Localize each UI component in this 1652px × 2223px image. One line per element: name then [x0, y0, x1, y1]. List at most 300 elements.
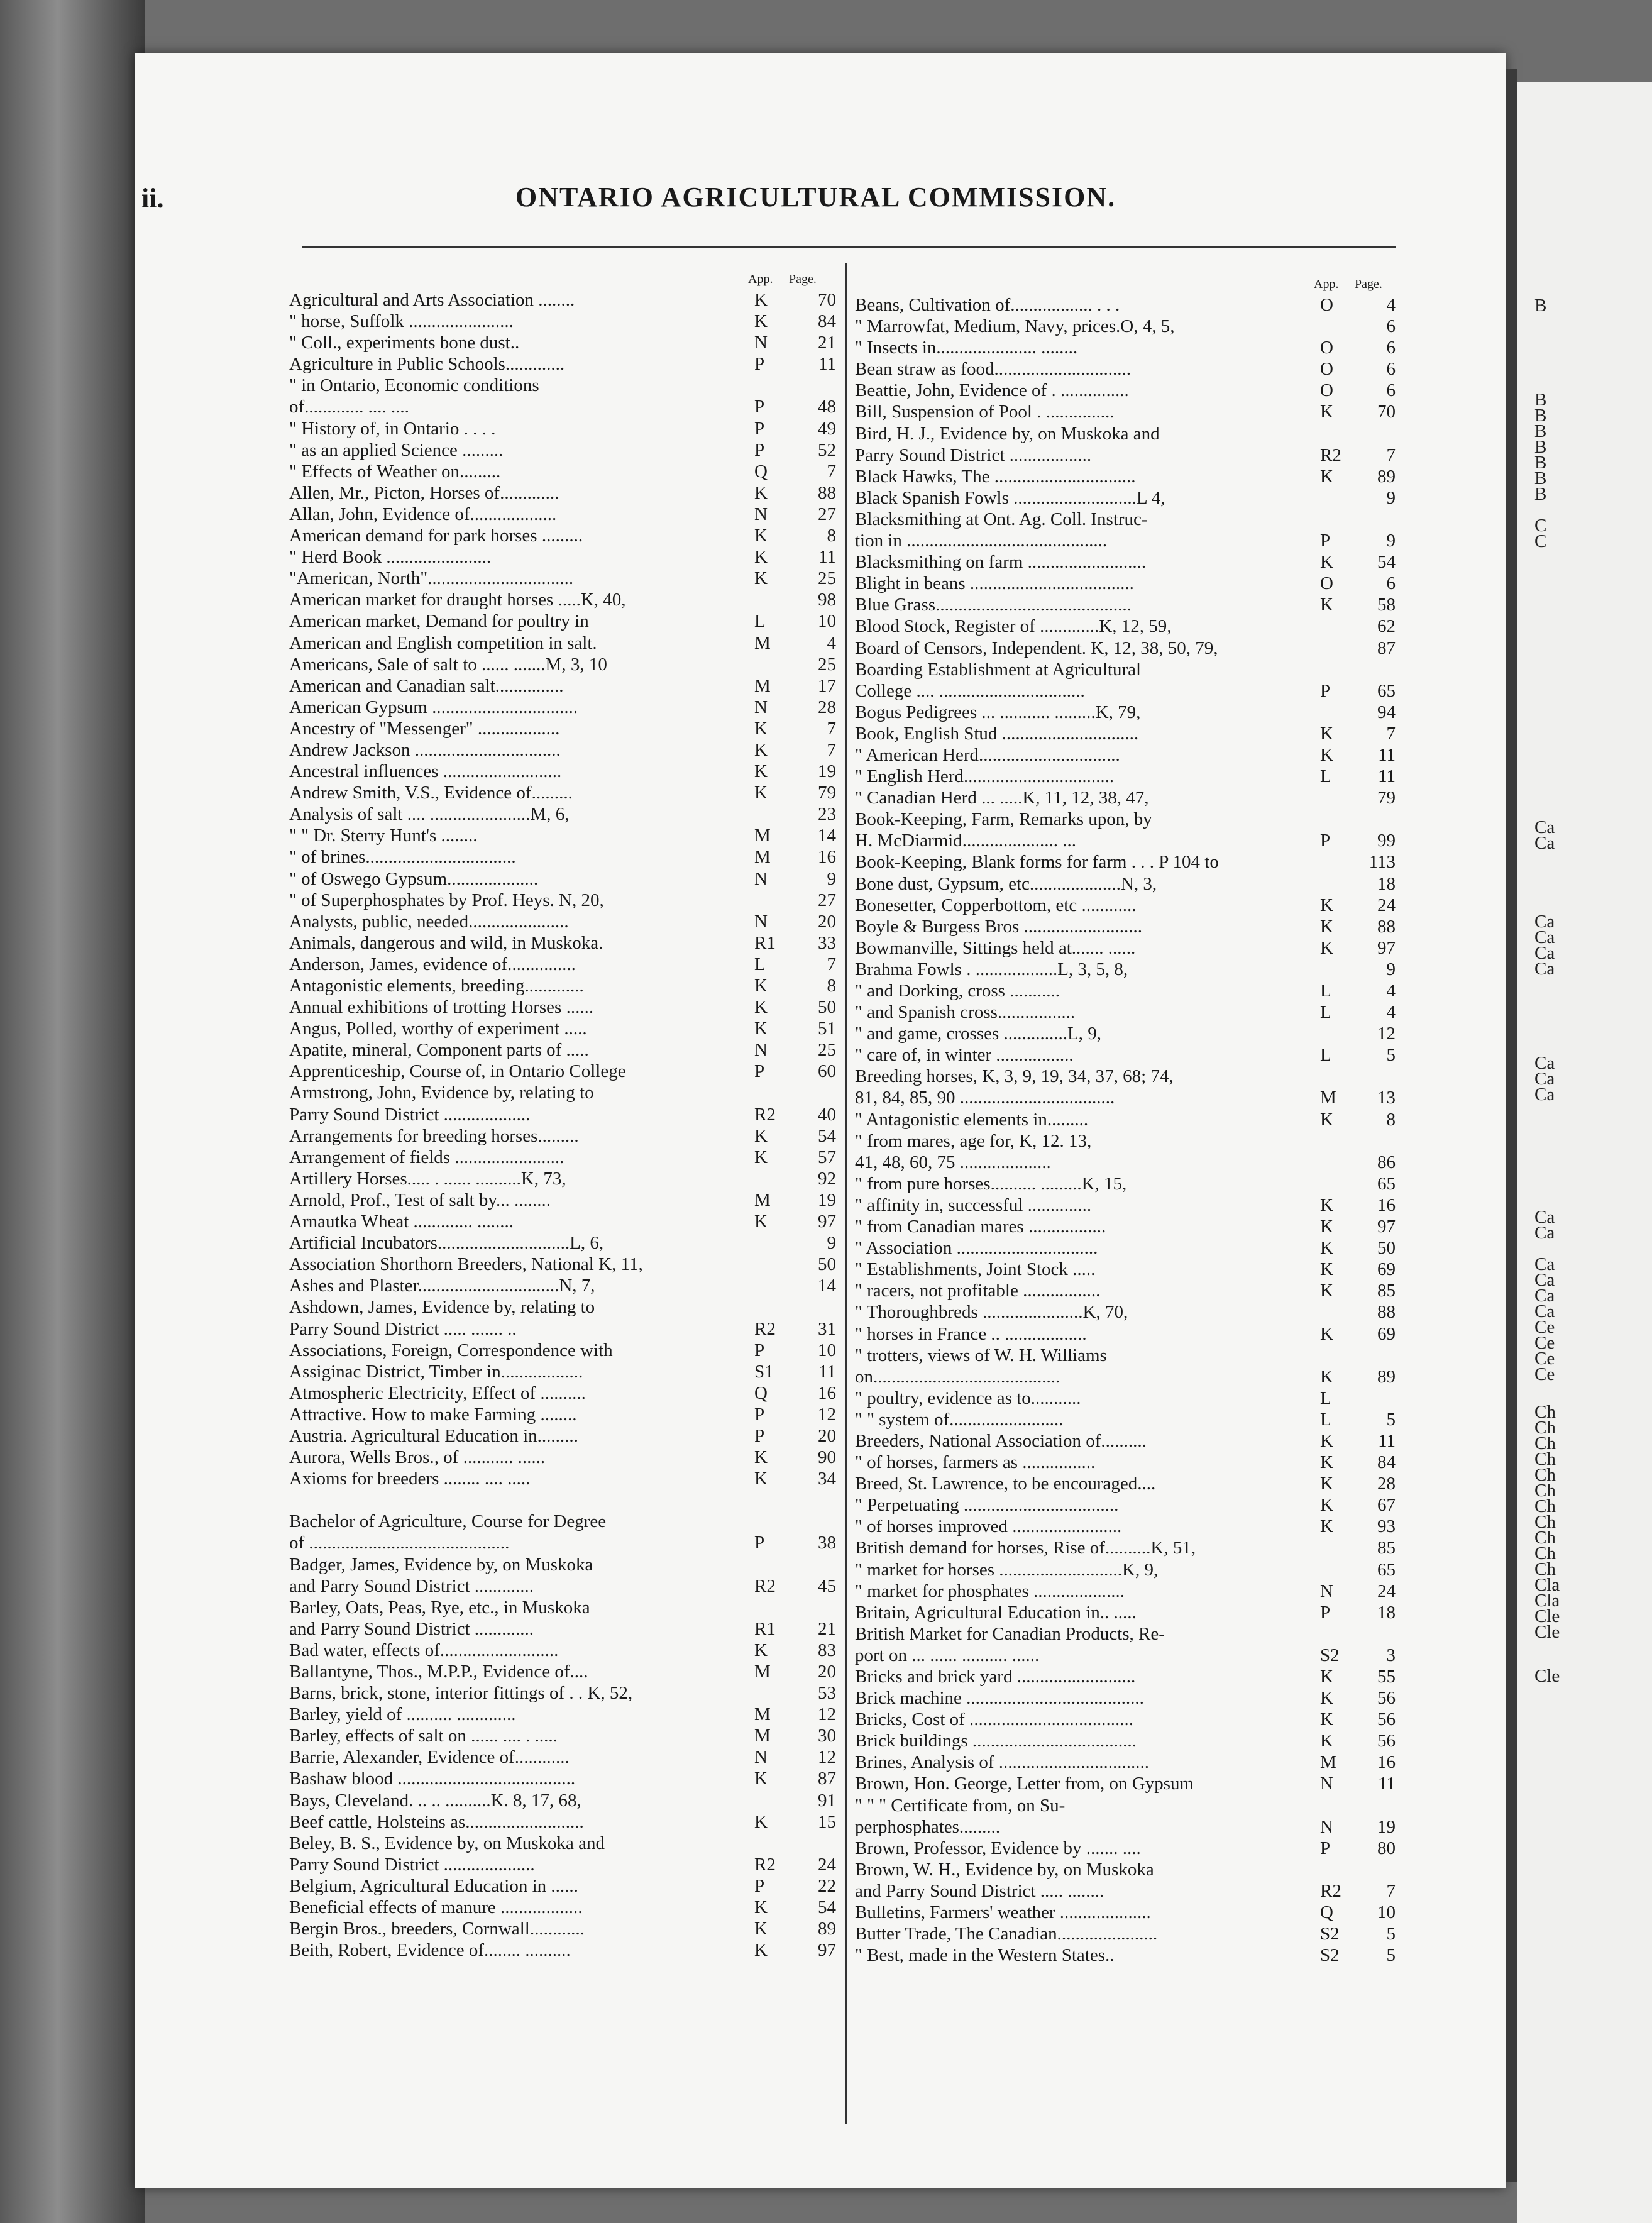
entry-appendix: R2	[754, 1104, 776, 1125]
index-entry	[289, 439, 836, 461]
entry-text: Brown, W. H., Evidence by, on Muskoka	[855, 1859, 1154, 1880]
entry-text: and Parry Sound District .............	[289, 1618, 534, 1639]
entry-appendix: M	[754, 847, 771, 868]
index-entry	[855, 573, 1396, 594]
next-page-fragment: Ca	[1534, 833, 1555, 853]
entry-text: Beley, B. S., Evidence by, on Muskoka and	[289, 1833, 605, 1853]
entry-appendix: P	[754, 418, 765, 439]
index-entry	[855, 337, 1396, 358]
entry-appendix: P	[754, 1875, 765, 1896]
entry-page: 84	[818, 311, 836, 332]
index-entry	[855, 830, 1396, 851]
entry-page: 88	[818, 482, 836, 503]
next-page-fragment: C	[1534, 516, 1547, 536]
entry-page: 98	[818, 590, 836, 610]
entry-page: 85	[1377, 1538, 1396, 1558]
entry-appendix: Q	[754, 1382, 768, 1403]
entry-page: 113	[1368, 852, 1396, 873]
entry-text: " Coll., experiments bone dust..	[289, 333, 520, 353]
index-entry	[289, 1318, 836, 1340]
entry-appendix: K	[754, 1125, 768, 1146]
index-entry	[855, 1280, 1396, 1301]
entry-page: 24	[1377, 1580, 1396, 1601]
index-entry	[289, 1361, 836, 1382]
entry-text: " and Spanish cross.................	[855, 1002, 1076, 1023]
entry-appendix: K	[1320, 723, 1333, 744]
left-page-header: Page.	[789, 272, 817, 286]
entry-text: " of horses, farmers as ................	[855, 1452, 1096, 1473]
entry-text: " from mares, age for, K, 12. 13,	[855, 1130, 1092, 1151]
index-entry	[855, 294, 1396, 316]
next-page-fragment: Ch	[1534, 1449, 1556, 1469]
entry-text: H. McDiarmid..................... ...	[855, 830, 1076, 851]
entry-page: 19	[1377, 1816, 1396, 1837]
next-page-fragment: Ce	[1534, 1317, 1555, 1337]
entry-appendix: K	[754, 1640, 768, 1660]
index-entry	[855, 594, 1396, 615]
next-page-fragment: Ca	[1534, 943, 1555, 963]
index-entry	[855, 851, 1396, 873]
entry-page: 18	[1377, 1602, 1396, 1623]
entry-page: 12	[1377, 1023, 1396, 1044]
entry-text: Black Hawks, The ...............................	[855, 466, 1136, 487]
entry-page: 19	[818, 1189, 836, 1210]
index-entry	[855, 1345, 1396, 1366]
entry-page: 31	[818, 1318, 836, 1339]
entry-text: Book-Keeping, Blank forms for farm . . . P 104 to	[855, 852, 1219, 873]
entry-appendix: P	[754, 1425, 765, 1446]
index-entry	[855, 659, 1396, 680]
entry-page: 27	[818, 890, 836, 910]
entry-page: 85	[1377, 1281, 1396, 1301]
entry-appendix: K	[1320, 1323, 1333, 1344]
entry-page: 6	[1386, 359, 1396, 380]
entry-page: 8	[1386, 1109, 1396, 1130]
entry-page: 6	[1386, 316, 1396, 337]
entry-text: Badger, James, Evidence by, on Muskoka	[289, 1554, 593, 1575]
index-entry	[855, 766, 1396, 787]
entry-text: Beith, Robert, Evidence of........ ..........	[289, 1940, 571, 1961]
index-column-right	[855, 294, 1396, 1966]
index-entry	[289, 1575, 836, 1597]
index-entry	[855, 1902, 1396, 1923]
index-entry	[289, 890, 836, 911]
entry-page: 7	[827, 461, 836, 482]
entry-appendix: N	[754, 504, 768, 524]
entry-text: Andrew Jackson ................................	[289, 739, 561, 760]
entry-appendix: K	[754, 568, 768, 589]
entry-text: " in Ontario, Economic conditions	[289, 375, 539, 396]
entry-text: College .... ................................	[855, 680, 1085, 701]
entry-page: 99	[1377, 830, 1396, 851]
index-entry	[855, 1366, 1396, 1387]
next-page-fragment: Ch	[1534, 1559, 1556, 1579]
entry-page: 94	[1377, 702, 1396, 722]
entry-text: Ancestral influences ..........................	[289, 761, 562, 782]
entry-page: 17	[818, 675, 836, 696]
entry-appendix: N	[754, 1040, 768, 1061]
entry-appendix: M	[754, 675, 771, 696]
index-entry	[289, 1875, 836, 1897]
entry-appendix: N	[754, 697, 768, 717]
index-entry	[855, 380, 1396, 401]
entry-text: Bachelor of Agriculture, Course for Degree	[289, 1511, 607, 1532]
entry-page: 8	[827, 526, 836, 546]
entry-text: Barley, Oats, Peas, Rye, etc., in Muskoka	[289, 1597, 590, 1618]
entry-page: 27	[818, 504, 836, 524]
entry-text: " affinity in, successful ..............	[855, 1194, 1092, 1215]
next-page-fragment: Ca	[1534, 817, 1555, 837]
entry-text: " and game, crosses ..............L, 9,	[855, 1023, 1101, 1044]
entry-appendix: P	[1320, 1602, 1331, 1623]
header-rule-thick	[302, 246, 1396, 248]
next-page-fragment: B	[1534, 484, 1547, 504]
entry-appendix: K	[754, 1018, 768, 1039]
entry-text: " of Superphosphates by Prof. Heys. N, 20,	[289, 890, 604, 910]
entry-appendix: K	[1320, 1194, 1333, 1215]
entry-appendix: P	[754, 439, 765, 460]
entry-text: Arrangements for breeding horses.........	[289, 1125, 579, 1146]
entry-appendix: K	[754, 526, 768, 546]
entry-appendix: P	[754, 1533, 765, 1553]
next-page-fragment: Ca	[1534, 1069, 1555, 1089]
entry-appendix: K	[1320, 937, 1333, 958]
index-entry	[855, 1130, 1396, 1152]
index-entry	[855, 680, 1396, 702]
entry-page: 70	[1377, 402, 1396, 422]
entry-page: 3	[1386, 1645, 1396, 1665]
index-entry	[855, 423, 1396, 444]
next-page-fragment: C	[1534, 531, 1547, 551]
index-entry	[855, 466, 1396, 487]
entry-text: Book, English Stud ..............................	[855, 723, 1139, 744]
next-page-fragment: Ca	[1534, 959, 1555, 979]
index-entry	[289, 1275, 836, 1296]
index-entry	[855, 1216, 1396, 1237]
entry-text: Bird, H. J., Evidence by, on Muskoka and	[855, 423, 1160, 444]
entry-page: 11	[1378, 1773, 1396, 1794]
entry-text: " care of, in winter .................	[855, 1045, 1074, 1066]
index-entry	[289, 1790, 836, 1811]
entry-appendix: K	[1320, 1281, 1333, 1301]
entry-appendix: K	[754, 997, 768, 1018]
index-entry	[289, 1404, 836, 1425]
next-page-fragment: Ch	[1534, 1543, 1556, 1564]
index-entry	[855, 1044, 1396, 1066]
entry-text: " Establishments, Joint Stock .....	[855, 1259, 1096, 1280]
entry-text: Barns, brick, stone, interior fittings of . . K, 52,	[289, 1683, 633, 1704]
entry-appendix: R2	[754, 1575, 776, 1596]
entry-text: tion in ............................................	[855, 531, 1108, 551]
next-page-fragment: Cle	[1534, 1666, 1560, 1686]
entry-text: Beattie, John, Evidence of . ...............	[855, 380, 1129, 401]
entry-text: " racers, not profitable .................	[855, 1281, 1101, 1301]
index-entry	[855, 1944, 1396, 1966]
entry-appendix: K	[754, 783, 768, 803]
index-entry	[855, 916, 1396, 937]
entry-page: 9	[1386, 959, 1396, 979]
next-page-fragment: Ch	[1534, 1402, 1556, 1422]
entry-page: 8	[827, 976, 836, 996]
entry-text: Axioms for breeders ........ .... .....	[289, 1469, 531, 1489]
entry-page: 4	[1386, 981, 1396, 1001]
index-column-left	[289, 289, 836, 1961]
entry-text: Blight in beans ....................................	[855, 573, 1134, 594]
entry-text: Artificial Incubators.............................L, 6,	[289, 1233, 604, 1254]
next-page-fragment: Ca	[1534, 1286, 1555, 1306]
entry-text: Allen, Mr., Picton, Horses of.............	[289, 482, 559, 503]
entry-appendix: O	[1320, 295, 1333, 315]
entry-page: 11	[1378, 766, 1396, 787]
entry-text: " " Dr. Sterry Hunt's ........	[289, 825, 478, 846]
entry-appendix: K	[754, 739, 768, 760]
entry-appendix: R2	[754, 1318, 776, 1339]
index-entry	[289, 1768, 836, 1789]
entry-page: 65	[1377, 680, 1396, 701]
entry-appendix: S1	[754, 1361, 774, 1382]
entry-page: 24	[1377, 895, 1396, 915]
entry-page: 9	[1386, 531, 1396, 551]
index-entry	[289, 825, 836, 846]
index-entry	[855, 1387, 1396, 1409]
index-entry	[855, 551, 1396, 573]
entry-text: Annual exhibitions of trotting Horses ......	[289, 997, 594, 1018]
entry-text: " Canadian Herd ... .....K, 11, 12, 38, 47,	[855, 788, 1149, 808]
index-entry	[855, 1880, 1396, 1902]
entry-text: " English Herd.................................	[855, 766, 1115, 787]
index-entry	[855, 1923, 1396, 1944]
index-entry	[289, 996, 836, 1018]
index-entry	[855, 1430, 1396, 1452]
entry-page: 28	[818, 697, 836, 717]
index-entry	[289, 1511, 836, 1532]
entry-appendix: N	[1320, 1580, 1333, 1601]
entry-page: 86	[1377, 1152, 1396, 1172]
entry-text: " Best, made in the Western States..	[855, 1945, 1115, 1966]
entry-appendix: K	[1320, 1452, 1333, 1473]
entry-page: 50	[818, 1254, 836, 1275]
index-entry	[855, 444, 1396, 466]
entry-text: Beef cattle, Holsteins as..........................	[289, 1811, 584, 1832]
entry-text: Arnautka Wheat ............. ........	[289, 1211, 514, 1232]
entry-page: 20	[818, 1425, 836, 1446]
entry-text: Associations, Foreign, Correspondence with	[289, 1340, 613, 1360]
index-entry	[289, 1746, 836, 1768]
entry-text: Bays, Cleveland. .. .. ..........K. 8, 17, 68,	[289, 1790, 581, 1811]
entry-page: 20	[818, 911, 836, 932]
index-entry	[289, 525, 836, 546]
entry-appendix: K	[1320, 1259, 1333, 1280]
entry-text: Bad water, effects of..........................	[289, 1640, 559, 1660]
index-entry	[289, 1125, 836, 1147]
next-page-fragment: B	[1534, 295, 1547, 316]
entry-text: Aurora, Wells Bros., of ........... ......	[289, 1447, 546, 1468]
entry-appendix: M	[1320, 1752, 1336, 1773]
entry-text: Apprenticeship, Course of, in Ontario College	[289, 1061, 626, 1082]
index-entry	[855, 316, 1396, 337]
entry-text: Bricks and brick yard ..........................	[855, 1667, 1136, 1687]
entry-text: Blue Grass...........................................	[855, 595, 1132, 615]
next-page-fragment: B	[1534, 421, 1547, 441]
entry-appendix: M	[754, 1662, 771, 1682]
entry-page: 25	[818, 1040, 836, 1061]
entry-appendix: N	[754, 1747, 768, 1768]
index-entry	[289, 1340, 836, 1361]
entry-text: American and Canadian salt...............	[289, 675, 564, 696]
entry-page: 83	[818, 1640, 836, 1660]
index-entry	[855, 1173, 1396, 1194]
index-entry	[289, 846, 836, 868]
entry-appendix: K	[1320, 1430, 1333, 1451]
next-page-fragment: B	[1534, 468, 1547, 488]
entry-text: " poultry, evidence as to...........	[855, 1387, 1081, 1408]
index-entry	[855, 1452, 1396, 1473]
entry-text: Boyle & Burgess Bros ..........................	[855, 916, 1143, 937]
index-entry	[855, 530, 1396, 551]
next-page-fragment: Ca	[1534, 927, 1555, 947]
entry-page: 56	[1377, 1709, 1396, 1730]
entry-text: Arnold, Prof., Test of salt by... ........	[289, 1189, 551, 1210]
entry-appendix: O	[1320, 338, 1333, 358]
entry-text: 41, 48, 60, 75 ....................	[855, 1152, 1051, 1172]
entry-appendix: K	[1320, 916, 1333, 937]
entry-text: Brick buildings ....................................	[855, 1731, 1137, 1751]
entry-text: American Gypsum ................................	[289, 697, 578, 717]
entry-text: Bean straw as food..............................	[855, 359, 1131, 380]
entry-appendix: S2	[1320, 1924, 1340, 1944]
index-entry	[855, 401, 1396, 422]
entry-page: 14	[818, 825, 836, 846]
entry-page: 16	[818, 1382, 836, 1403]
entry-text: " Insects in...................... ........	[855, 338, 1078, 358]
entry-appendix: P	[754, 1404, 765, 1425]
entry-page: 12	[818, 1704, 836, 1725]
entry-page: 10	[1377, 1902, 1396, 1923]
index-entry	[855, 1859, 1396, 1880]
right-page-header: Page.	[1355, 277, 1382, 291]
entry-page: 11	[1378, 744, 1396, 765]
entry-text: Agricultural and Arts Association ........	[289, 290, 575, 310]
entry-text: Blacksmithing at Ont. Ag. Coll. Instruc-	[855, 509, 1148, 529]
entry-page: 9	[827, 1233, 836, 1254]
index-entry	[855, 1602, 1396, 1623]
index-entry	[855, 1001, 1396, 1023]
entry-text: Parry Sound District ..... ....... ..	[289, 1318, 517, 1339]
next-page-fragment: Ch	[1534, 1512, 1556, 1532]
entry-appendix: K	[754, 718, 768, 739]
index-entry	[289, 1725, 836, 1746]
index-entry	[855, 1194, 1396, 1216]
entry-text: " " " Certificate from, on Su-	[855, 1795, 1066, 1816]
entry-page: 50	[1377, 1238, 1396, 1259]
entry-text: " Thoroughbreds ......................K, 70,	[855, 1302, 1128, 1323]
index-entry	[289, 911, 836, 932]
index-entry	[855, 509, 1396, 530]
next-page-fragment: B	[1534, 453, 1547, 473]
entry-appendix: L	[1320, 1002, 1331, 1023]
entry-text: Assiginac District, Timber in..................	[289, 1361, 583, 1382]
entry-text: Brines, Analysis of .................................	[855, 1752, 1150, 1773]
index-entry	[289, 1168, 836, 1189]
entry-appendix: M	[754, 825, 771, 846]
entry-page: 11	[1378, 1430, 1396, 1451]
index-entry	[289, 697, 836, 718]
next-page-fragment: Ch	[1534, 1433, 1556, 1454]
entry-text: " trotters, views of W. H. Williams	[855, 1345, 1107, 1365]
entry-appendix: K	[754, 1447, 768, 1468]
entry-page: 5	[1386, 1945, 1396, 1966]
entry-text: port on ... ...... .......... ......	[855, 1645, 1040, 1665]
index-entry	[855, 1023, 1396, 1044]
entry-page: 55	[1377, 1667, 1396, 1687]
index-entry	[855, 1087, 1396, 1108]
entry-page: 58	[1377, 595, 1396, 615]
entry-text: Brahma Fowls . ..................L, 3, 5, 8,	[855, 959, 1128, 979]
entry-text: Angus, Polled, worthy of experiment .....	[289, 1018, 587, 1039]
entry-text: " of horses improved ........................	[855, 1516, 1122, 1537]
entry-text: Austria. Agricultural Education in.........	[289, 1425, 578, 1446]
index-entry	[289, 1532, 836, 1553]
entry-page: 89	[818, 1919, 836, 1939]
entry-page: 16	[1377, 1194, 1396, 1215]
index-entry	[855, 1109, 1396, 1130]
entry-text: Apatite, mineral, Component parts of .....	[289, 1040, 589, 1061]
index-entry	[289, 1147, 836, 1168]
index-entry	[855, 895, 1396, 916]
entry-appendix: K	[1320, 1366, 1333, 1387]
entry-text: Blood Stock, Register of .............K, 12, 59,	[855, 616, 1172, 637]
entry-page: 22	[818, 1875, 836, 1896]
entry-text: Americans, Sale of salt to ...... .......M, 3, 10	[289, 654, 607, 675]
index-entry	[289, 1811, 836, 1833]
entry-text: Bricks, Cost of ....................................	[855, 1709, 1134, 1730]
left-app-header: App.	[748, 272, 773, 286]
entry-appendix: K	[1320, 744, 1333, 765]
entry-appendix: K	[1320, 402, 1333, 422]
entry-page: 84	[1377, 1452, 1396, 1473]
index-entry	[289, 1211, 836, 1232]
entry-appendix: K	[754, 1940, 768, 1961]
entry-text: Bashaw blood .......................................	[289, 1768, 576, 1789]
index-entry	[855, 1838, 1396, 1859]
entry-page: 7	[827, 718, 836, 739]
entry-page: 30	[818, 1726, 836, 1746]
entry-text: " History of, in Ontario . . . .	[289, 418, 496, 439]
entry-appendix: M	[754, 1189, 771, 1210]
entry-text: on.........................................	[855, 1366, 1060, 1387]
entry-page: 91	[818, 1790, 836, 1811]
entry-page: 24	[818, 1854, 836, 1875]
column-divider	[845, 263, 847, 2124]
entry-text: Ashes and Plaster...............................N, 7,	[289, 1276, 595, 1296]
entry-appendix: M	[754, 1726, 771, 1746]
entry-page: 65	[1377, 1173, 1396, 1194]
entry-appendix: M	[1320, 1088, 1336, 1108]
entry-appendix: K	[1320, 595, 1333, 615]
entry-text: Blacksmithing on farm ..........................	[855, 552, 1147, 573]
entry-text: American market for draught horses .....K, 40,	[289, 590, 626, 610]
entry-text: Bill, Suspension of Pool . ...............	[855, 402, 1115, 422]
index-entry	[855, 808, 1396, 830]
entry-page: 45	[818, 1575, 836, 1596]
entry-page: 97	[1377, 1216, 1396, 1237]
next-page-fragment: Ch	[1534, 1496, 1556, 1516]
entry-text: 81, 84, 85, 90 ..................................	[855, 1088, 1115, 1108]
entry-appendix: K	[1320, 1667, 1333, 1687]
entry-appendix: P	[754, 354, 765, 375]
index-entry	[289, 396, 836, 417]
entry-text: " American Herd...............................	[855, 744, 1120, 765]
